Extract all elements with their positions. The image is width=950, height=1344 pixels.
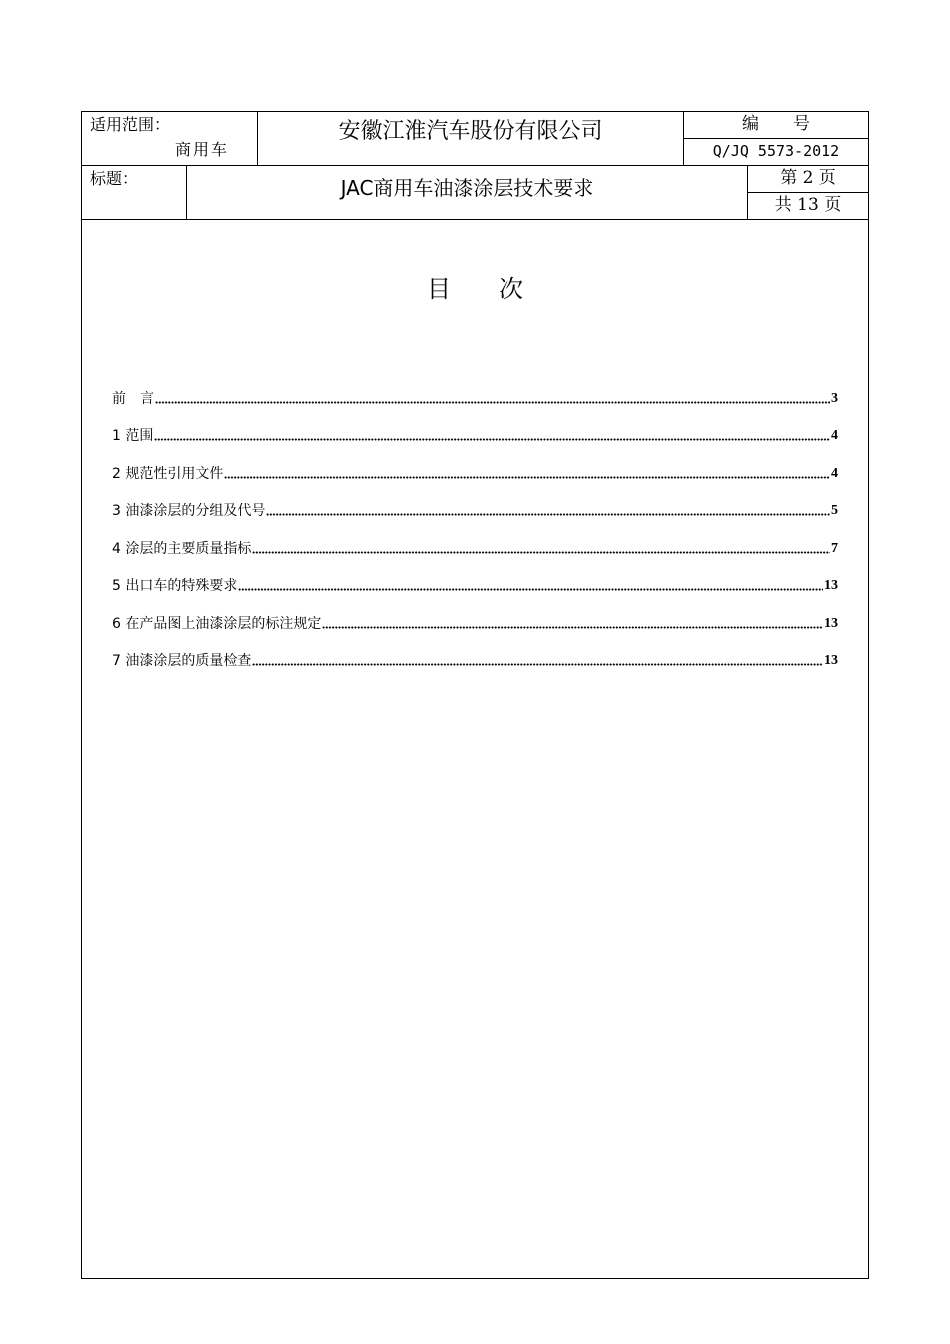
title-label: 标题： — [90, 169, 139, 188]
toc-entry[interactable] — [112, 443, 838, 481]
toc-entry-page: 3 — [831, 390, 838, 406]
code-value: Q/JQ 5573-2012 — [712, 142, 840, 160]
scope-label: 适用范围： — [90, 115, 171, 134]
table-of-contents — [112, 368, 838, 668]
page-divider — [747, 192, 869, 193]
toc-entry-label: 前 言 — [112, 390, 154, 407]
document-title: JAC商用车油漆涂层技术要求 — [340, 176, 594, 200]
toc-entry[interactable] — [112, 556, 838, 594]
toc-entry-page: 7 — [831, 540, 838, 556]
toc-entry-page: 13 — [824, 615, 838, 631]
toc-leader-dots — [252, 663, 823, 666]
toc-entry[interactable] — [112, 368, 838, 406]
toc-entry[interactable] — [112, 406, 838, 444]
toc-leader-dots — [266, 513, 830, 516]
header-divider-1 — [81, 165, 869, 166]
toc-leader-dots — [322, 626, 823, 629]
toc-entry-page: 13 — [824, 578, 838, 593]
toc-leader-dots — [154, 438, 830, 441]
toc-entry[interactable] — [112, 518, 838, 556]
toc-entry-page: 4 — [831, 465, 838, 481]
code-label: 编 号 — [742, 114, 810, 134]
toc-entry-label: 2 规范性引用文件 — [112, 465, 224, 482]
page-current: 第 2 页 — [780, 168, 836, 188]
toc-entry[interactable] — [112, 631, 838, 669]
toc-entry-label: 1 范围 — [112, 428, 154, 444]
toc-leader-dots — [224, 476, 830, 479]
header-divider-2 — [81, 219, 869, 220]
toc-entry-label: 3 油漆涂层的分组及代号 — [112, 503, 266, 519]
toc-entry-page: 13 — [824, 653, 838, 668]
page-total: 共 13 页 — [774, 195, 842, 215]
toc-entry-label: 6 在产品图上油漆涂层的标注规定 — [112, 615, 322, 632]
toc-leader-dots — [238, 588, 823, 591]
toc-entry-label: 5 出口车的特殊要求 — [112, 578, 238, 594]
toc-entry-page: 5 — [831, 503, 838, 518]
toc-entry-page: 4 — [831, 428, 838, 443]
toc-leader-dots — [155, 401, 830, 404]
scope-value: 商用车 — [175, 140, 230, 159]
toc-heading: 目 次 — [427, 275, 523, 303]
toc-entry[interactable] — [112, 481, 838, 519]
company-name: 安徽江淮汽车股份有限公司 — [338, 119, 603, 144]
toc-entry[interactable] — [112, 593, 838, 631]
code-divider — [683, 138, 869, 139]
toc-entry-label: 7 油漆涂层的质量检查 — [112, 653, 252, 669]
toc-entry-label: 4 涂层的主要质量指标 — [112, 540, 252, 557]
toc-leader-dots — [252, 551, 830, 554]
